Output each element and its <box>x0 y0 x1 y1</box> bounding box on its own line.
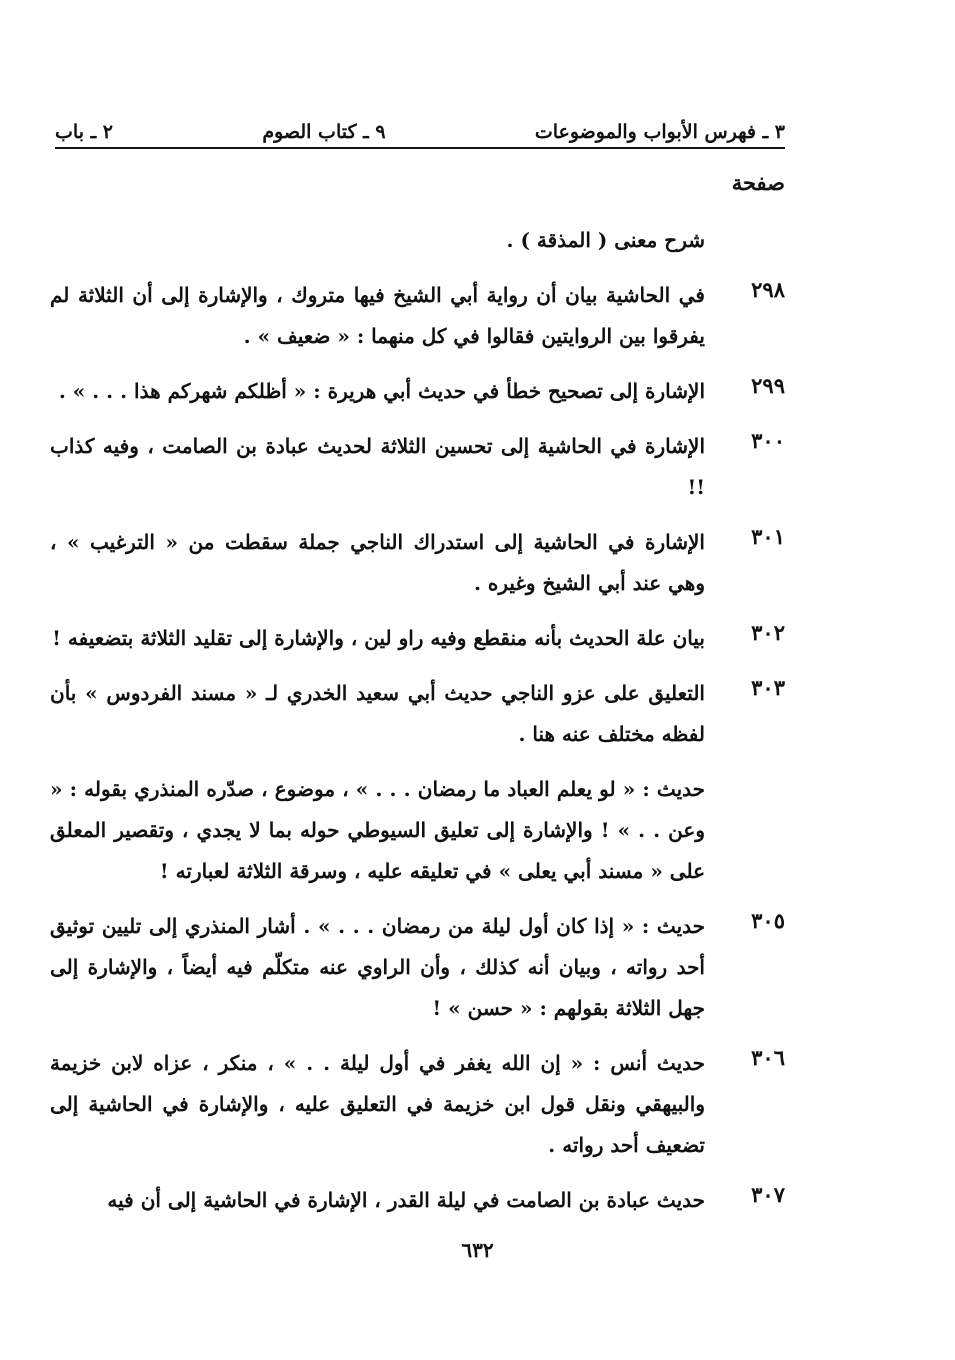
entry-page-number: ٣٠٥ <box>751 908 785 933</box>
entry-page-number: ٢٩٩ <box>751 373 785 398</box>
index-entry <box>50 673 785 755</box>
entry-page-number: ٣٠١ <box>751 524 785 549</box>
entry-page-number: ٢٩٨ <box>751 277 785 302</box>
index-entry <box>50 1180 785 1221</box>
index-entry <box>50 618 785 659</box>
entry-page-number: ٣٠٣ <box>751 675 785 700</box>
entry-text: شرح معنى ( المذقة ) . <box>506 228 705 252</box>
index-entry <box>50 371 785 412</box>
header-rule <box>55 147 785 149</box>
entry-text: حديث عبادة بن الصامت في ليلة القدر ، الإشارة في الحاشية إلى أن فيه <box>107 1188 705 1212</box>
index-entry <box>50 1043 785 1166</box>
entry-text: حديث أنس : « إن الله يغفر في أول ليلة . . » ، منكر ، عزاه لابن خزيمة والبيهقي ونقل قول ابن خزيمة في التعليق عليه ، والإشارة في الحاشية إلى تضعيف أحد رواته . <box>50 1051 705 1157</box>
entry-page-number: ٣٠٦ <box>751 1045 785 1070</box>
entry-text: الإشارة في الحاشية إلى استدراك الناجي جملة سقطت من « الترغيب » ، وهي عند أبي الشيخ وغيره . <box>50 530 705 595</box>
entry-text: في الحاشية بيان أن رواية أبي الشيخ فيها متروك ، والإشارة إلى أن الثلاثة لم يفرقوا بين الروايتين فقالوا في كل منهما : « ضعيف » . <box>50 283 705 348</box>
header-chapter-title: ٢ ـ باب <box>55 121 113 143</box>
entry-page-number: ٣٠٧ <box>751 1182 785 1207</box>
index-entries <box>50 220 785 1235</box>
entry-text: التعليق على عزو الناجي حديث أبي سعيد الخدري لـ « مسند الفردوس » بأن لفظه مختلف عنه هنا . <box>50 681 705 746</box>
header-book-title: ٩ ـ كتاب الصوم <box>262 121 386 143</box>
entry-page-number: ٣٠٢ <box>751 620 785 645</box>
index-entry <box>50 220 785 261</box>
entry-page-number <box>705 220 785 261</box>
header-section-title: ٣ ـ فهرس الأبواب والموضوعات <box>534 121 785 143</box>
entry-text: بيان علة الحديث بأنه منقطع وفيه راو لين ، والإشارة إلى تقليد الثلاثة بتضعيفه ! <box>52 626 705 650</box>
entry-text: الإشارة إلى تصحيح خطأ في حديث أبي هريرة : « أظلكم شهركم هذا . . . » . <box>58 379 705 403</box>
index-entry <box>50 522 785 604</box>
entry-page-number: ٣٠٠ <box>751 428 785 453</box>
index-entry <box>50 275 785 357</box>
entry-page-number <box>705 769 785 892</box>
entry-text: حديث : « لو يعلم العباد ما رمضان . . . » ، موضوع ، صدّره المنذري بقوله : « وعن . . » ! والإشارة إلى تعليق السيوطي حوله بما لا يجدي ، وتقصير المعلق على « مسند أبي يعلى » في تعليقه عليه ، وسرقة الثلاثة لعبارته ! <box>50 777 705 883</box>
index-entry <box>50 426 785 508</box>
page-column-label: صفحة <box>731 170 785 195</box>
entry-text: حديث : « إذا كان أول ليلة من رمضان . . . » . أشار المنذري إلى تليين توثيق أحد رواته ، وبيان أنه كذلك ، وأن الراوي عنه متكلّم فيه أيضاً ، والإشارة إلى جهل الثلاثة بقولهم : « حسن » ! <box>50 914 705 1020</box>
index-entry <box>50 769 785 892</box>
page-number: ٦٣٢ <box>461 1238 494 1262</box>
running-header <box>55 103 785 143</box>
index-entry <box>50 906 785 1029</box>
entry-text: الإشارة في الحاشية إلى تحسين الثلاثة لحديث عبادة بن الصامت ، وفيه كذاب !! <box>50 434 705 499</box>
